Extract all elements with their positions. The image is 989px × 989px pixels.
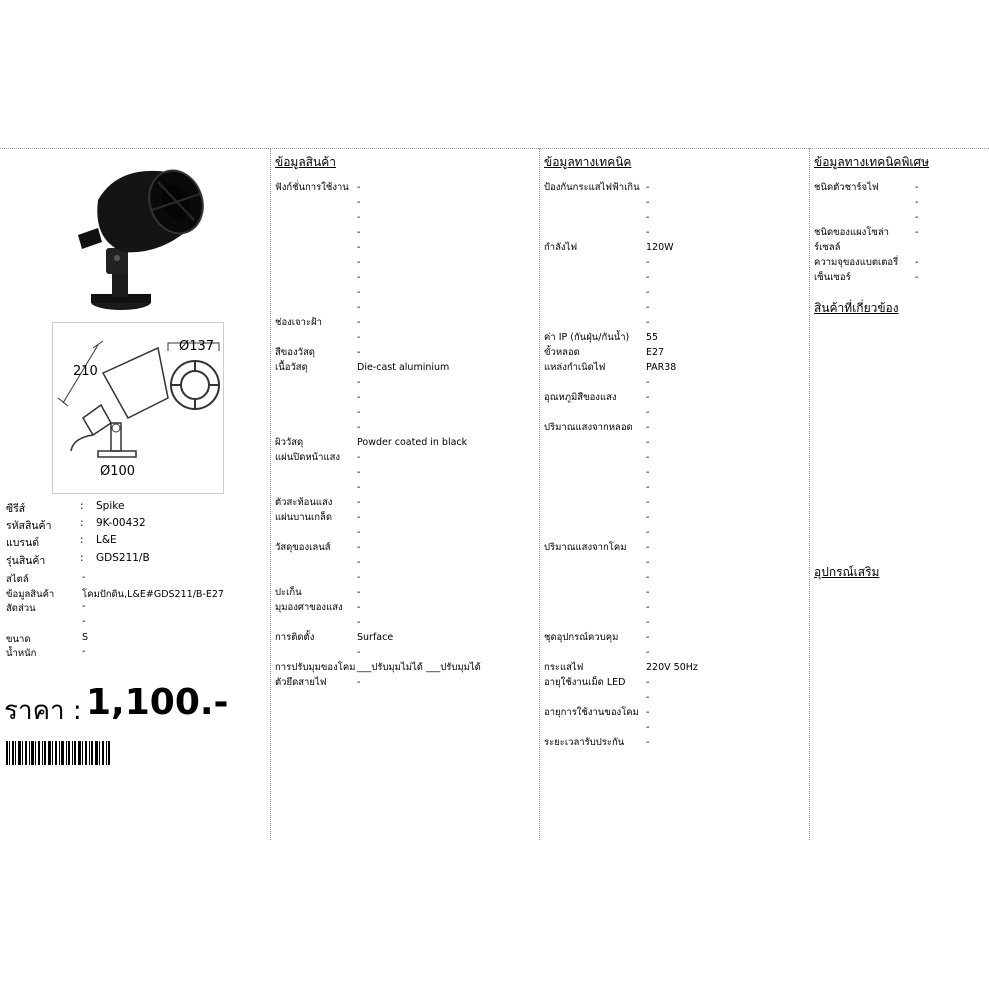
spec-row (540, 285, 809, 300)
spec-row (271, 570, 539, 585)
spec-value: - (357, 467, 361, 478)
spec-row (540, 675, 809, 690)
product-data-column (271, 150, 539, 690)
spec-value: - (646, 722, 650, 733)
spec-row (540, 390, 809, 405)
spec-row (271, 180, 539, 195)
spec-label: อายุใช้งานเม็ด LED (544, 677, 626, 688)
spec-value: - (357, 527, 361, 538)
spec-value: - (646, 617, 650, 628)
spec-label: ปริมาณแสงจากหลอด (544, 422, 633, 433)
spec-value: - (357, 557, 361, 568)
spec-value: - (357, 287, 361, 298)
spec-row (271, 630, 539, 645)
spec-row (540, 450, 809, 465)
spec-value: - (357, 497, 361, 508)
spec-value: - (646, 587, 650, 598)
spec-value: Die-cast aluminium (357, 362, 450, 373)
spec-row (810, 270, 989, 285)
spec-value: - (357, 677, 361, 688)
spec-label: ขั้วหลอด (544, 347, 580, 358)
spec-label: ชุดอุปกรณ์ควบคุม (544, 632, 619, 643)
spec-row (271, 465, 539, 480)
spec-label: อุณหภูมิสีของแสง (544, 392, 617, 403)
spec-value: - (646, 377, 650, 388)
spec-label: ช่องเจาะฝ้า (275, 317, 322, 328)
spec-value: - (357, 302, 361, 313)
spec-row (271, 300, 539, 315)
spec-row (271, 555, 539, 570)
spec-row (540, 660, 809, 675)
spec-row (271, 510, 539, 525)
spec-row (540, 720, 809, 735)
spec-value: - (646, 407, 650, 418)
spec-row (540, 600, 809, 615)
spec-row (540, 270, 809, 285)
spec-row (271, 525, 539, 540)
spec-row (271, 645, 539, 660)
spec-value: - (357, 542, 361, 553)
spec-row (271, 315, 539, 330)
spec-value: ___ปรับมุมไม่ได้ ___ปรับมุมได้ (357, 662, 481, 673)
spec-row (271, 435, 539, 450)
spec-row (540, 195, 809, 210)
dim-base: Ø100 (100, 464, 136, 479)
spec-value: - (646, 317, 650, 328)
spec-rows (810, 180, 989, 285)
spec-value: - (646, 182, 650, 193)
spec-row (540, 690, 809, 705)
spec-value: - (646, 497, 650, 508)
dim-length: 210 (73, 364, 98, 379)
spec-value: - (357, 392, 361, 403)
spec-value: - (646, 287, 650, 298)
spec-row (810, 225, 989, 240)
spec-value: - (646, 302, 650, 313)
spec-label: ระยะเวลารับประกัน (544, 737, 625, 748)
spec-value: - (357, 377, 361, 388)
spec-row (271, 270, 539, 285)
spec-value: - (646, 512, 650, 523)
spec-row (540, 330, 809, 345)
spec-value: - (357, 452, 361, 463)
spec-row (271, 405, 539, 420)
spec-value: - (646, 527, 650, 538)
spec-row (810, 255, 989, 270)
spec-value: - (646, 572, 650, 583)
spec-value: - (646, 692, 650, 703)
spec-row (271, 390, 539, 405)
spec-value: - (357, 182, 361, 193)
spec-value: - (357, 317, 361, 328)
spec-value: - (357, 347, 361, 358)
dimension-drawing (52, 322, 224, 494)
spec-value: 55 (646, 332, 659, 343)
spec-value: - (357, 647, 361, 658)
related-products-heading: สินค้าที่เกี่ยวข้อง (814, 301, 899, 315)
spec-row (540, 420, 809, 435)
spec-label: แผ่นบานเกล็ด (275, 512, 333, 523)
spec-row (540, 585, 809, 600)
spec-value: - (357, 332, 361, 343)
spec-label: แผ่นปิดหน้าแสง (275, 452, 341, 463)
spec-value: - (915, 212, 919, 223)
spec-label: ค่า IP (กันฝุ่น/กันน้ำ) (544, 332, 630, 343)
spec-value: E27 (646, 347, 665, 358)
spec-label: วัสดุของเลนส์ (275, 542, 331, 553)
spec-label: ฟังก์ชั่นการใช้งาน (275, 182, 349, 193)
spec-row (540, 630, 809, 645)
price-value: 1,100.- (86, 682, 229, 723)
spec-row (271, 540, 539, 555)
spec-row (540, 735, 809, 750)
spec-row (271, 600, 539, 615)
spec-value: - (646, 602, 650, 613)
spec-row (271, 615, 539, 630)
spec-value: - (646, 422, 650, 433)
spec-row (271, 360, 539, 375)
spec-row (540, 225, 809, 240)
spec-value: - (915, 227, 919, 238)
price-label: ราคา : (4, 696, 82, 726)
spec-label: สีของวัสดุ (275, 347, 315, 358)
spec-row (540, 570, 809, 585)
spec-value: - (915, 272, 919, 283)
spec-value: - (646, 272, 650, 283)
spec-label: ตัวสะท้อนแสง (275, 497, 333, 508)
spec-label: ร์เซลล์ (814, 242, 841, 253)
spec-value: - (357, 572, 361, 583)
spec-row (810, 210, 989, 225)
spec-row (271, 330, 539, 345)
spec-row (271, 345, 539, 360)
spec-value: - (357, 197, 361, 208)
spec-value: Powder coated in black (357, 437, 468, 448)
column-heading: ข้อมูลทางเทคนิคพิเศษ (814, 155, 929, 169)
spec-label: ผิววัสดุ (275, 437, 304, 448)
spec-row (540, 375, 809, 390)
spec-row (810, 195, 989, 210)
spec-label: เนื้อวัสดุ (275, 362, 308, 373)
spec-value: - (646, 647, 650, 658)
spec-label: ชนิดตัวชาร์จไฟ (814, 182, 879, 193)
barcode (6, 741, 110, 765)
spec-label: การติดตั้ง (275, 632, 315, 643)
spec-value: - (646, 392, 650, 403)
spec-value: - (357, 602, 361, 613)
spec-label: เซ็นเซอร์ (814, 272, 851, 283)
spec-value: - (646, 707, 650, 718)
spec-label: ป้องกันกระแสไฟฟ้าเกิน (544, 182, 640, 193)
spec-row (540, 345, 809, 360)
spec-value: - (357, 212, 361, 223)
spec-value: - (646, 227, 650, 238)
spec-label: มุมองศาของแสง (275, 602, 343, 613)
spec-row (540, 240, 809, 255)
spec-rows (271, 180, 539, 690)
spec-row (540, 435, 809, 450)
spec-value: - (646, 212, 650, 223)
spec-row (540, 300, 809, 315)
spec-row (271, 420, 539, 435)
spec-label: อายุการใช้งานของโคม (544, 707, 639, 718)
spec-row (540, 495, 809, 510)
special-technical-column (810, 150, 989, 285)
spec-value: - (357, 257, 361, 268)
spec-value: - (646, 557, 650, 568)
spec-value: - (357, 227, 361, 238)
spec-row (810, 180, 989, 195)
column-heading: ข้อมูลทางเทคนิค (544, 155, 632, 169)
spec-label: ปริมาณแสงจากโคม (544, 542, 627, 553)
spec-rows (540, 180, 809, 750)
spec-row (540, 525, 809, 540)
spec-row (540, 555, 809, 570)
spec-value: 120W (646, 242, 674, 253)
dim-diameter-top: Ø137 (179, 339, 215, 354)
spec-label: ชนิดของแผงโซล่า (814, 227, 889, 238)
product-photo (68, 160, 218, 315)
spec-row (540, 180, 809, 195)
spec-row (540, 255, 809, 270)
spec-row (271, 240, 539, 255)
spec-row (271, 195, 539, 210)
spec-row (271, 255, 539, 270)
spec-value: Surface (357, 632, 394, 643)
accessories-heading: อุปกรณ์เสริม (814, 565, 880, 579)
technical-data-column (540, 150, 809, 750)
spec-row (540, 480, 809, 495)
spec-row (271, 225, 539, 240)
spec-value: - (646, 542, 650, 553)
spec-label: ความจุของแบตเตอรี่ (814, 257, 899, 268)
spec-row (271, 375, 539, 390)
spec-row (271, 495, 539, 510)
spec-row (540, 540, 809, 555)
spec-label: กระแสไฟ (544, 662, 584, 673)
spec-value: - (357, 512, 361, 523)
spec-row (271, 660, 539, 675)
spec-label: การปรับมุมของโคม (275, 662, 356, 673)
spec-value: - (357, 482, 361, 493)
spec-value: - (646, 197, 650, 208)
spec-value: - (357, 422, 361, 433)
spec-value: - (357, 272, 361, 283)
spec-row (271, 585, 539, 600)
spec-value: - (357, 242, 361, 253)
spec-row (271, 285, 539, 300)
spec-value: - (646, 452, 650, 463)
spec-value: - (646, 482, 650, 493)
spec-value: - (646, 632, 650, 643)
spec-value: - (357, 587, 361, 598)
spec-value: - (915, 257, 919, 268)
spec-row (810, 240, 989, 255)
spec-label: แหล่งกำเนิดไฟ (544, 362, 606, 373)
column-heading: ข้อมูลสินค้า (275, 155, 336, 169)
spec-row (540, 705, 809, 720)
spec-value: - (646, 677, 650, 688)
spec-row (540, 405, 809, 420)
spec-row (271, 480, 539, 495)
spec-row (540, 465, 809, 480)
spec-row (540, 360, 809, 375)
spec-value: - (646, 737, 650, 748)
spec-row (540, 645, 809, 660)
spec-label: กำลังไฟ (544, 242, 578, 253)
spec-value: - (646, 467, 650, 478)
spec-row (540, 615, 809, 630)
spec-row (271, 210, 539, 225)
spec-value: - (357, 617, 361, 628)
spec-value: - (646, 437, 650, 448)
spec-row (540, 315, 809, 330)
spec-row (271, 675, 539, 690)
spec-label: ตัวยึดสายไฟ (275, 677, 327, 688)
spec-value: - (915, 182, 919, 193)
spec-value: 220V 50Hz (646, 662, 698, 673)
spec-row (540, 210, 809, 225)
spec-row (271, 450, 539, 465)
spec-value: - (915, 197, 919, 208)
spec-value: PAR38 (646, 362, 677, 373)
spec-label: ปะเก็น (275, 587, 302, 598)
spec-value: - (357, 407, 361, 418)
spec-row (540, 510, 809, 525)
spec-value: - (646, 257, 650, 268)
